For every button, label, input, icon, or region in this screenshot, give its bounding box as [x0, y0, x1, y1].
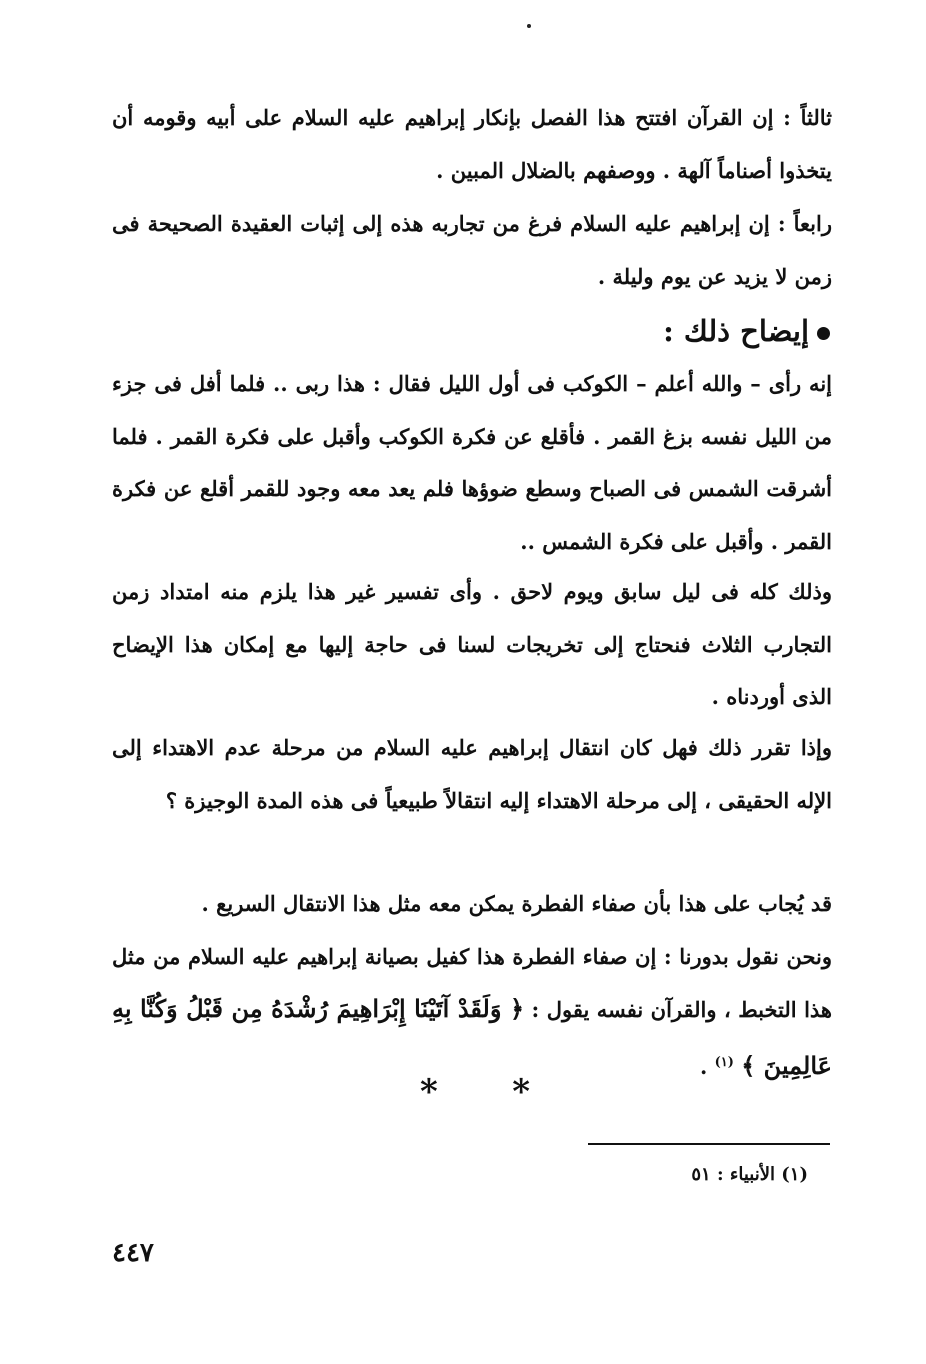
footnote: (١) الأنبياء : ٥١ — [691, 1164, 808, 1185]
paragraph-fourthly: رابعاً : إن إبراهيم عليه السلام فرغ من تجاربه هذه إلى إثبات العقيدة الصحيحة فى زمن لا يزيد عن يوم وليلة . — [112, 211, 832, 289]
footnote-divider — [588, 1143, 830, 1145]
section-separator — [420, 1072, 530, 1112]
bullet-icon — [817, 327, 830, 340]
closing-period: . — [700, 1053, 708, 1079]
separator-star: * — [512, 1072, 530, 1112]
paragraph-thirdly: ثالثاً : إن القرآن افتتح هذا الفصل بإنكار إبراهيم عليه السلام على أبيه وقومه أن يتخذوا أصناماً آلهة . ووصفهم بالضلال المبين . — [112, 105, 832, 183]
page-number: ٤٤٧ — [112, 1238, 154, 1268]
section-heading-text: إيضاح ذلك : — [663, 314, 809, 348]
footnote-marker: (١) — [714, 1054, 734, 1070]
section-heading — [663, 305, 830, 357]
paragraph-answer — [112, 878, 832, 1093]
answer-rest: ونحن نقول بدورنا : إن صفاء الفطرة هذا كفيل بصيانة إبراهيم عليه السلام من مثل هذا التخبط ، والقرآن نفسه يقول : — [112, 943, 832, 1022]
separator-star: * — [420, 1072, 438, 1112]
paragraph-question: وإذا تقرر ذلك فهل كان انتقال إبراهيم عليه السلام من مرحلة عدم الاهتداء إلى الإله الحقيقى ، إلى مرحلة الاهتداء إليه انتقالاً طبيعياً فى هذه المدة الوجيزة ؟ — [112, 735, 832, 813]
paragraph-night-day: وذلك كله فى ليل سابق ويوم لاحق . وأى تفسير غير هذا يلزم منه امتداد زمن التجارب الثلاث فنحتاج إلى تخريجات لسنا فى حاجة إليها مع إمكان هذا الإيضاح الذى أوردناه . — [112, 579, 832, 709]
paragraph-explanation: إنه رأى – والله أعلم – الكوكب فى أول الليل فقال : هذا ربى .. فلما أفل فى جزء من الليل نفسه بزغ القمر . فأقلع عن فكرة الكوكب وأقبل على فكرة القمر . فلما أشرقت الشمس فى الصباح وسطع ضوؤها فلم يعد معه وجود للقمر أقلع عن فكرة القمر . وأقبل على فكرة الشمس .. — [112, 371, 832, 554]
page-dot-mark — [527, 24, 531, 28]
quran-verse: ﴿ وَلَقَدْ آتَيْنَا إِبْرَاهِيمَ رُشْدَهُ مِن قَبْلُ وَكُنَّا بِهِ عَالِمِينَ ﴾ — [112, 994, 832, 1080]
answer-first-line: قد يُجاب على هذا بأن صفاء الفطرة يمكن معه مثل هذا الانتقال السريع . — [201, 891, 832, 916]
